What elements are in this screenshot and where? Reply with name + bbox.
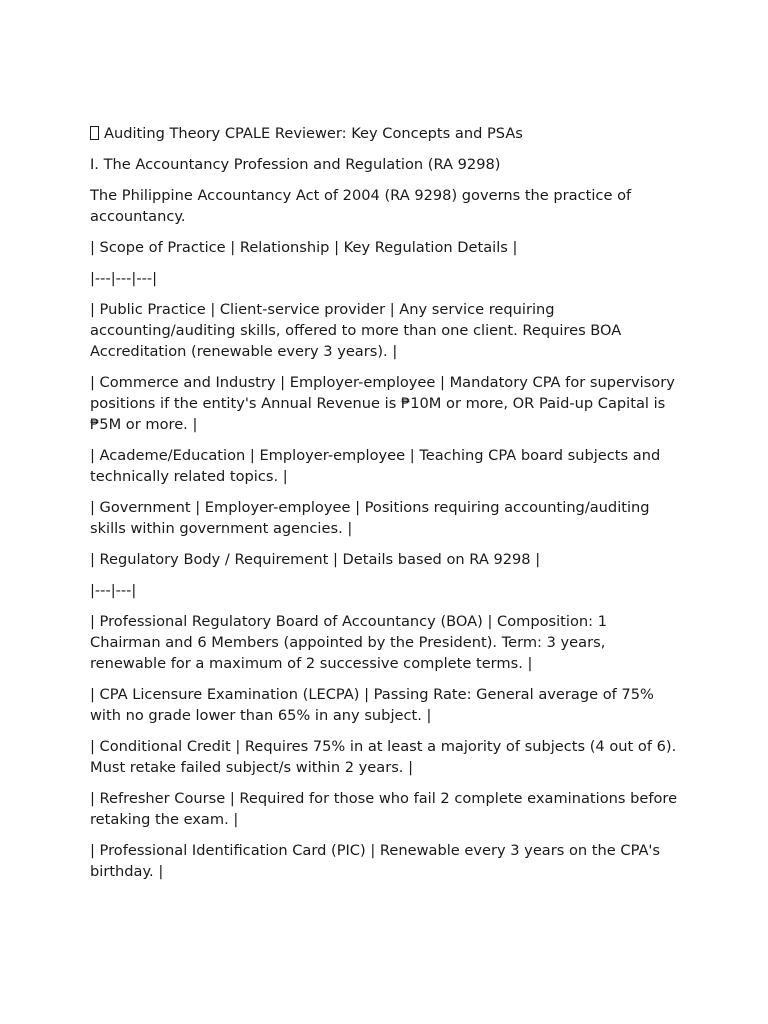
table2-row-lecpa: | CPA Licensure Examination (LECPA) | Passing Rate: General average of 75% with no grade lower than 65% in any subject. | bbox=[90, 686, 654, 724]
table1-row-public-practice: | Public Practice | Client-service provider | Any service requiring accounting/auditing skills, offered to more than one client. Requires BOA Accreditation (renewable every 3 years). | bbox=[90, 301, 622, 360]
table1-separator-row: |---|---|---| bbox=[90, 270, 158, 287]
table1-row-commerce-industry: | Commerce and Industry | Employer-employee | Mandatory CPA for supervisory positions if the entity's Annual Revenue is ₱10M or more, OR Paid-up Capital is ₱5M or more. | bbox=[90, 374, 675, 433]
table2-separator-row: |---|---| bbox=[90, 582, 137, 599]
section-heading: I. The Accountancy Profession and Regulation (RA 9298) bbox=[90, 156, 501, 173]
missing-glyph-box-icon bbox=[90, 126, 99, 140]
document-title: Auditing Theory CPALE Reviewer: Key Concepts and PSAs bbox=[104, 125, 523, 142]
table2-header-row: | Regulatory Body / Requirement | Details based on RA 9298 | bbox=[90, 551, 541, 568]
table1-row-academe: | Academe/Education | Employer-employee | Teaching CPA board subjects and technically related topics. | bbox=[90, 447, 661, 485]
table2-row-conditional-credit: | Conditional Credit | Requires 75% in at least a majority of subjects (4 out of 6). Must retake failed subject/s within 2 years. | bbox=[90, 738, 677, 776]
table2-row-boa: | Professional Regulatory Board of Accountancy (BOA) | Composition: 1 Chairman and 6 Members (appointed by the President). Term: 3 years, renewable for a maximum of 2 successive complete terms. | bbox=[90, 613, 607, 672]
table2-row-pic: | Professional Identification Card (PIC) | Renewable every 3 years on the CPA's birthday. | bbox=[90, 842, 661, 880]
table1-header-row: | Scope of Practice | Relationship | Key Regulation Details | bbox=[90, 239, 518, 256]
table1-row-government: | Government | Employer-employee | Positions requiring accounting/auditing skills within government agencies. | bbox=[90, 499, 650, 537]
document-body bbox=[90, 123, 680, 892]
table2-row-refresher-course: | Refresher Course | Required for those who fail 2 complete examinations before retaking the exam. | bbox=[90, 790, 678, 828]
intro-paragraph: The Philippine Accountancy Act of 2004 (RA 9298) governs the practice of accountancy. bbox=[90, 187, 632, 225]
document-title-line bbox=[90, 123, 680, 144]
